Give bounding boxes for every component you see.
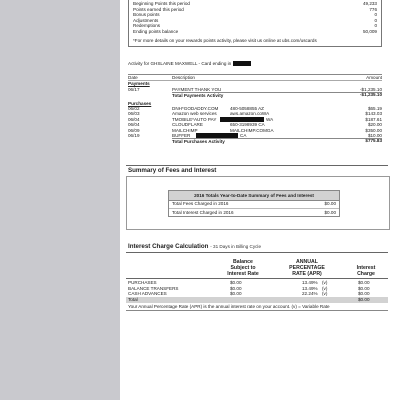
table-row: 06/17 PAYMENT THANK YOU -$1,235.10 <box>128 86 382 92</box>
table-row: 06/03 Amazon web services aws.amazon.coWA $143.03 <box>128 111 382 117</box>
col-balance-header: Balance Subject to Interest Rate <box>227 259 259 277</box>
table-row: 06/19 BUFFER CA $10.00 <box>128 132 382 138</box>
table-row: Total Interest Charged in 2016 $0.00 <box>172 209 336 215</box>
activity-header <box>128 61 251 67</box>
activity-table <box>128 74 382 144</box>
table-row: 06/04 CLOUDFLARE 650-3198939 CA $20.00 <box>128 122 382 128</box>
table-rule <box>126 278 388 279</box>
purchases-total-row: Total Purchases Activity $775.83 <box>172 138 382 145</box>
fees-ytd-table-title: 2016 Totals Year-to-Date Summary of Fees and Interest <box>169 191 339 201</box>
payments-total-row: Total Payments Activity -$1,235.10 <box>172 92 382 99</box>
rewards-row: Beginning Points this period 49,233 <box>133 1 377 6</box>
col-description: Description <box>172 75 195 80</box>
fees-section-title: Summary of Fees and Interest <box>128 167 217 174</box>
table-row: BALANCE TRANSFERS $0.00 13.49% (v) $0.00 <box>128 285 370 291</box>
rewards-summary <box>128 0 382 47</box>
redaction-box <box>233 61 251 66</box>
col-charge-header: Interest Charge <box>356 265 376 277</box>
interest-section-subtitle: - 31 Days in Billing Cycle <box>210 244 262 249</box>
interest-footnote-row <box>126 304 388 311</box>
rewards-row: Points earned this period 776 <box>133 6 377 12</box>
activity-header-label: Activity for GHSLAINE MAXWELL - Card ending in <box>128 61 232 66</box>
col-date: Date <box>128 75 138 80</box>
section-rule <box>126 252 388 253</box>
rewards-row: Bonus points 0 <box>133 12 377 18</box>
rewards-row: Redemptions 0 <box>133 23 377 29</box>
table-row: 06/04 TMOBILE*AUTO PAY WA $187.61 <box>128 116 382 122</box>
fees-ytd-table <box>168 190 340 217</box>
interest-total-row: Total $0.00 <box>126 297 388 303</box>
interest-footnote: Your Annual Percentage Rate (APR) is the annual interest rate on your account. (v) = Variable Rate <box>128 304 330 309</box>
rewards-row: Adjustments 0 <box>133 17 377 23</box>
payments-section-label: Payments <box>128 81 150 87</box>
table-row: 06/09 MAILCHIMP MAILCHIMP.COMGA $350.00 <box>128 127 382 133</box>
left-margin-panel <box>0 0 120 400</box>
table-row: Total Fees Charged in 2016 $0.00 <box>169 201 339 209</box>
table-row: 06/02 DNH*GODADDY.COM 480-5058855 AZ $65.19 <box>128 105 382 111</box>
interest-section-title: Interest Charge Calculation - 31 Days in Billing Cycle <box>128 243 262 250</box>
table-row: PURCHASES $0.00 13.49% (v) $0.00 <box>128 280 370 285</box>
section-rule <box>126 165 388 166</box>
rewards-row: Ending points balance 50,009 <box>133 28 377 34</box>
col-apr-header: ANNUAL PERCENTAGE RATE (APR) <box>289 259 325 277</box>
purchases-section-label: Purchases <box>128 100 152 106</box>
col-amount: Amount <box>366 75 382 80</box>
redaction-box <box>220 117 264 122</box>
rewards-note: *For more details on your rewards points activity, please visit us online at ubs.com/uscards <box>133 37 317 43</box>
redaction-box <box>196 133 238 138</box>
statement-page <box>120 0 400 400</box>
table-row: CASH ADVANCES $0.00 22.24% (v) $0.00 <box>128 291 370 297</box>
